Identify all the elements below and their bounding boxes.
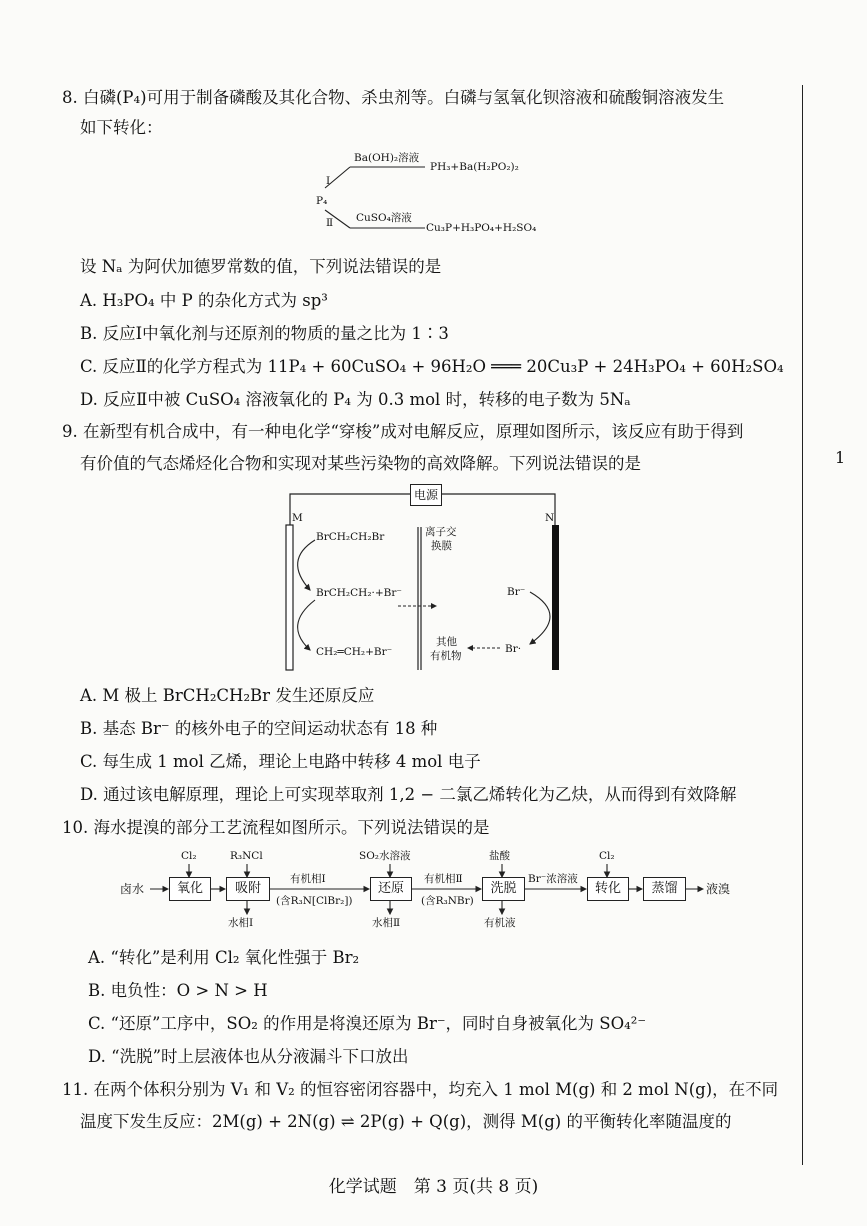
flow-reagent-hcl: 盐酸 xyxy=(489,850,510,862)
flow-organic-phase-2-sub: (含R₃NBr) xyxy=(421,895,474,907)
q8-reagent2: CuSO₄溶液 xyxy=(356,212,412,224)
other-organics-2: 有机物 xyxy=(430,650,462,662)
q9-option-b: B. 基态 Br⁻ 的核外电子的空间运动状态有 18 种 xyxy=(80,719,438,738)
flow-br-solution: Br⁻浓溶液 xyxy=(528,873,578,885)
q10-option-d: D. “洗脱”时上层液体也从分液漏斗下口放出 xyxy=(88,1047,409,1066)
flow-box-elute: 洗脱 xyxy=(482,877,525,901)
q8-option-d: D. 反应Ⅱ中被 CuSO₄ 溶液氧化的 P₄ 为 0.3 mol 时，转移的电子数为 5Nₐ xyxy=(80,390,631,409)
species-2: BrCH₂CH₂·+Br⁻ xyxy=(316,587,402,599)
q10-line1: 10. 海水提溴的部分工艺流程如图所示。下列说法错误的是 xyxy=(62,818,490,837)
flow-box-absorb: 吸附 xyxy=(226,877,270,901)
electrode-m-label: M xyxy=(292,512,303,524)
q8-reagent1: Ba(OH)₂溶液 xyxy=(354,152,420,164)
flow-water-phase-2: 水相Ⅱ xyxy=(372,917,401,929)
margin-number: 1 xyxy=(835,448,846,467)
q9-line2: 有价值的气态烯烃化合物和实现对某些污染物的高效降解。下列说法错误的是 xyxy=(80,454,641,473)
q8-stem: 设 Nₐ 为阿伏加德罗常数的值，下列说法错误的是 xyxy=(80,257,442,276)
flow-reagent-cl2-a: Cl₂ xyxy=(181,850,197,862)
br-radical-label: Br· xyxy=(505,643,522,655)
other-organics-1: 其他 xyxy=(436,636,457,648)
br-minus-label: Br⁻ xyxy=(507,586,526,598)
q10-option-a: A. “转化”是利用 Cl₂ 氧化性强于 Br₂ xyxy=(88,948,360,967)
q8-option-b: B. 反应Ⅰ中氧化剂与还原剂的物质的量之比为 1∶3 xyxy=(80,324,449,343)
flow-reagent-so2: SO₂水溶液 xyxy=(359,850,411,862)
flow-box-oxidize: 氧化 xyxy=(169,877,211,901)
q8-product1: PH₃+Ba(H₂PO₂)₂ xyxy=(430,161,519,173)
flow-reagent-cl2-b: Cl₂ xyxy=(599,850,615,862)
q8-option-c: C. 反应Ⅱ的化学方程式为 11P₄ + 60CuSO₄ + 96H₂O ═══ 20Cu₃P + 24H₃PO₄ + 60H₂SO₄ xyxy=(80,357,784,376)
flow-organic-phase-2: 有机相Ⅱ xyxy=(424,873,463,885)
q8-line1: 8. 白磷(P₄)可用于制备磷酸及其化合物、杀虫剂等。白磷与氢氧化钡溶液和硫酸铜溶液发生 xyxy=(62,88,725,107)
q9-line1: 9. 在新型有机合成中，有一种电化学“穿梭”成对电解反应，原理如图所示，该反应有助于得到 xyxy=(62,422,744,441)
q8-line2: 如下转化： xyxy=(80,118,163,137)
q8-branch1: Ⅰ xyxy=(326,175,331,187)
flow-organic-phase-1-sub: (含R₃N[ClBr₂]) xyxy=(276,895,353,907)
q8-branch2: Ⅱ xyxy=(326,217,334,229)
q9-option-c: C. 每生成 1 mol 乙烯，理论上电路中转移 4 mol 电子 xyxy=(80,752,481,771)
page-footer: 化学试题 第 3 页(共 8 页) xyxy=(328,1177,539,1197)
q8-option-a: A. H₃PO₄ 中 P 的杂化方式为 sp³ xyxy=(80,291,328,310)
membrane-label-1: 离子交 xyxy=(425,526,457,538)
flow-reagent-r3ncl: R₃NCl xyxy=(230,850,263,862)
electrode-n-label: N xyxy=(545,512,555,524)
species-1: BrCH₂CH₂Br xyxy=(316,531,385,543)
q9-option-a: A. M 极上 BrCH₂CH₂Br 发生还原反应 xyxy=(80,686,375,705)
flow-organic-phase-1: 有机相Ⅰ xyxy=(290,873,326,885)
flow-liquid-bromine: 液溴 xyxy=(706,882,731,896)
q11-line1: 11. 在两个体积分别为 V₁ 和 V₂ 的恒容密闭容器中，均充入 1 mol M(g) 和 2 mol N(g)，在不同 xyxy=(62,1080,779,1099)
q8-product2: Cu₃P+H₃PO₄+H₂SO₄ xyxy=(426,222,537,234)
membrane-label-2: 换膜 xyxy=(431,540,452,552)
q10-option-b: B. 电负性：O > N > H xyxy=(88,981,268,1000)
flow-seawater: 卤水 xyxy=(120,882,145,896)
q9-option-d: D. 通过该电解原理，理论上可实现萃取剂 1,2 − 二氯乙烯转化为乙炔，从而得到有效降解 xyxy=(80,785,737,804)
flow-box-distill: 蒸馏 xyxy=(643,877,686,901)
flow-organic-liquid: 有机液 xyxy=(484,917,516,929)
q11-line2: 温度下发生反应：2M(g) + 2N(g) ⇌ 2P(g) + Q(g)，测得 M(g) 的平衡转化率随温度的 xyxy=(80,1112,732,1131)
flow-water-phase-1: 水相Ⅰ xyxy=(228,917,254,929)
power-source-box: 电源 xyxy=(410,484,442,506)
q8-p4: P₄ xyxy=(316,195,328,207)
species-3: CH₂═CH₂+Br⁻ xyxy=(316,646,393,658)
q10-option-c: C. “还原”工序中，SO₂ 的作用是将溴还原为 Br⁻，同时自身被氧化为 SO₄²⁻ xyxy=(88,1014,647,1033)
flow-box-reduce: 还原 xyxy=(370,877,412,901)
flow-box-convert: 转化 xyxy=(587,877,629,901)
